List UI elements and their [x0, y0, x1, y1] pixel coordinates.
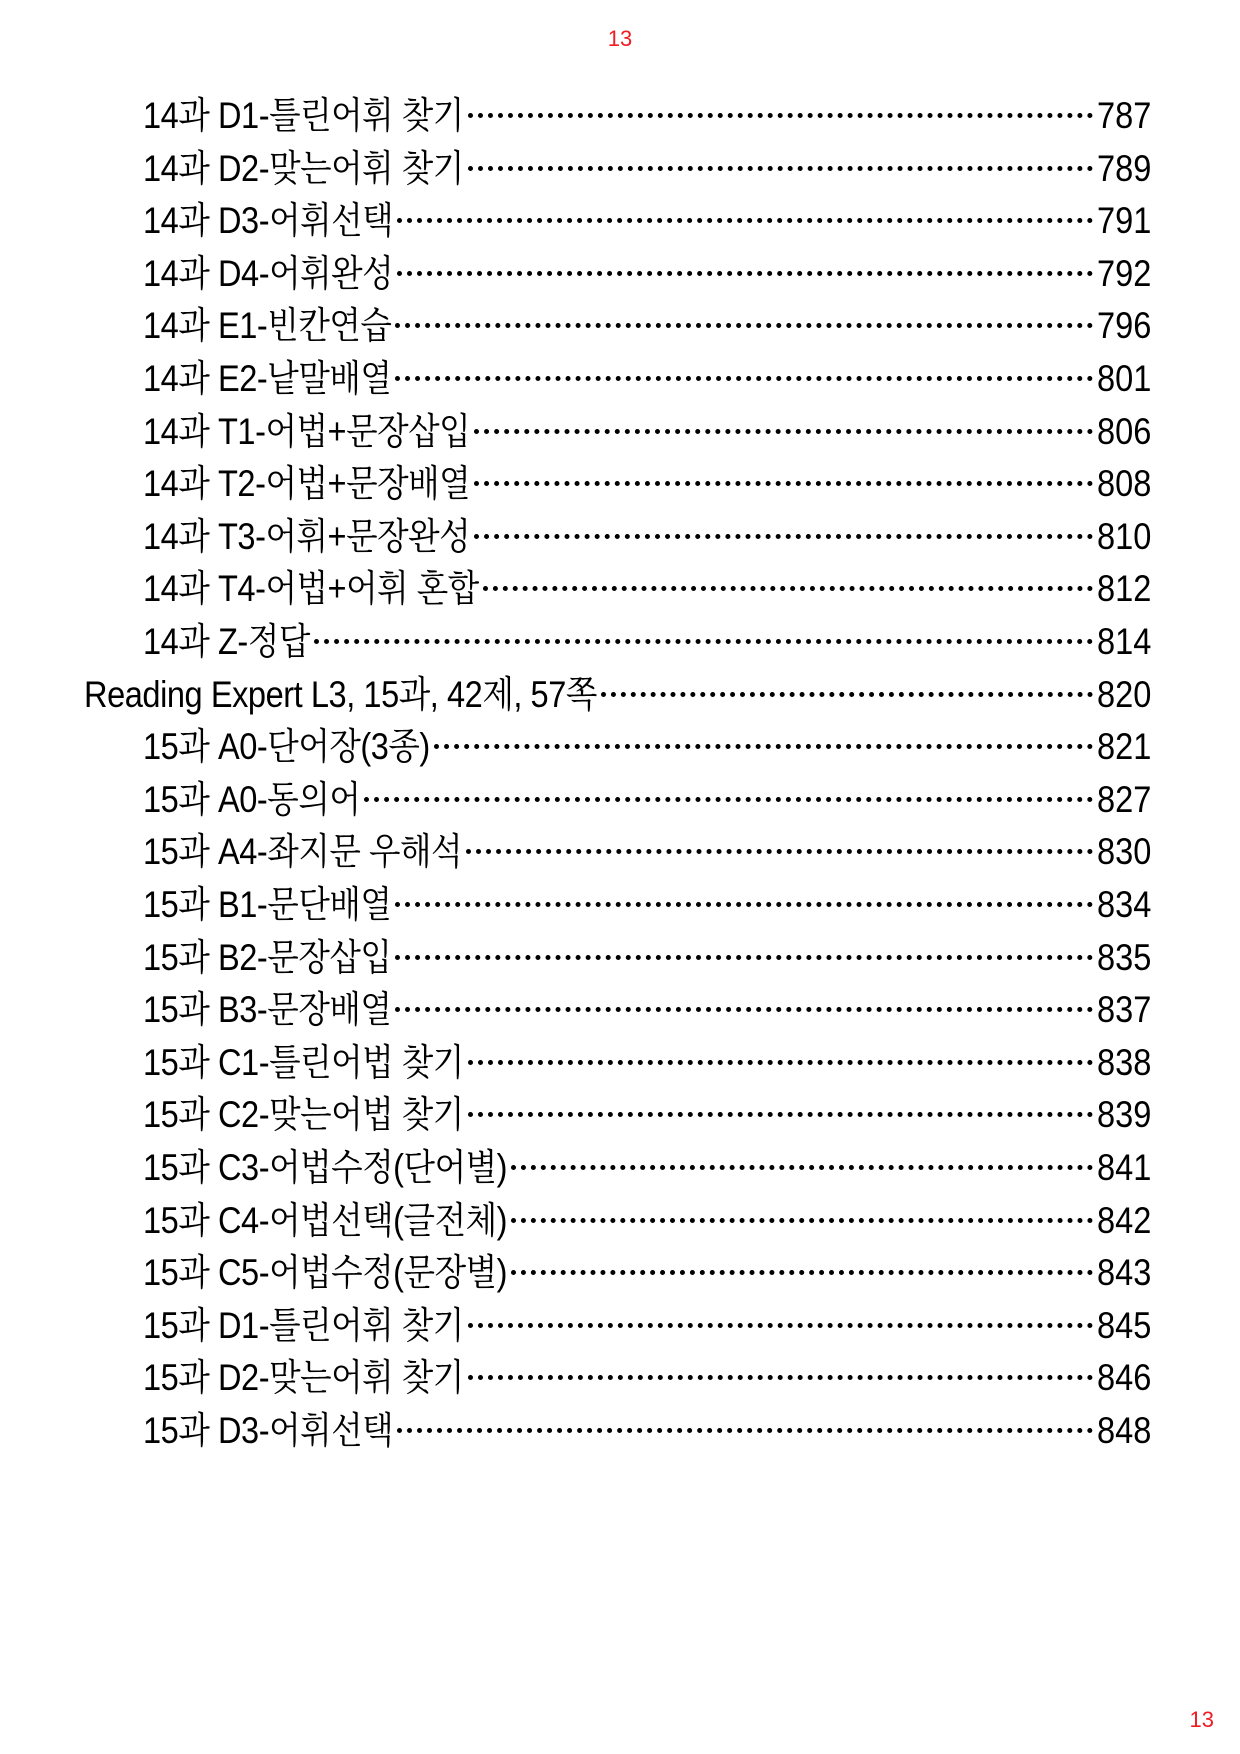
- toc-entry-title: 15과 B2-문장삽입: [143, 936, 392, 978]
- toc-entry-label-wrap: [143, 1297, 508, 1355]
- dot-leader: [364, 797, 1093, 802]
- toc-entry-page-number: 830: [1097, 831, 1152, 873]
- toc-entry-label-wrap: [143, 1349, 508, 1407]
- toc-entry-page-number: 838: [1097, 1041, 1152, 1083]
- dot-leader: [511, 1218, 1093, 1223]
- toc-entry-title: 14과 D4-어휘완성: [143, 252, 394, 294]
- toc-entry-page-number: 812: [1097, 568, 1152, 610]
- toc-entry-page-number: 837: [1097, 989, 1152, 1031]
- toc-entry-label-wrap: [143, 613, 333, 671]
- toc-entry-page-number: 843: [1097, 1252, 1152, 1294]
- dot-leader: [466, 849, 1093, 854]
- dot-leader: [434, 744, 1093, 749]
- toc-entry-page-number: 845: [1097, 1304, 1152, 1346]
- toc-entry-title: 15과 B1-문단배열: [143, 884, 392, 925]
- toc-entry-label-wrap: [143, 929, 425, 987]
- toc-entry[interactable]: [0, 508, 1240, 566]
- toc-entry-page-number: 834: [1097, 884, 1152, 925]
- toc-entry-page-number: 792: [1097, 252, 1152, 294]
- toc-entry-page-number: 806: [1097, 410, 1152, 452]
- toc-entry-page-number: 841: [1097, 1147, 1152, 1188]
- toc-entry[interactable]: [0, 1034, 1240, 1092]
- toc-entry-label-wrap: [143, 1139, 557, 1197]
- toc-entry-page-number: 789: [1097, 147, 1152, 189]
- dot-leader: [395, 323, 1093, 328]
- dot-leader: [468, 1112, 1093, 1117]
- toc-entry-page-number: 787: [1097, 95, 1152, 136]
- toc-entry-page-number: 820: [1097, 673, 1152, 715]
- toc-entry-label-wrap: [143, 1244, 557, 1302]
- toc-entry-title: 14과 Z-정답: [143, 621, 310, 662]
- toc-entry[interactable]: [0, 560, 1240, 618]
- toc-entry-label-wrap: [143, 245, 427, 303]
- toc-entry-label-wrap: [143, 508, 515, 566]
- dot-leader: [601, 692, 1093, 697]
- toc-entry-label-wrap: [143, 350, 425, 408]
- toc-entry-label-wrap: [143, 771, 390, 829]
- toc-entry-title: 15과 A4-좌지문 우해석: [143, 831, 462, 873]
- toc-entry[interactable]: [0, 350, 1240, 408]
- toc-entry-title: 14과 T3-어휘+문장완성: [143, 515, 471, 557]
- toc-entry[interactable]: [0, 140, 1240, 198]
- toc-entry[interactable]: [0, 981, 1240, 1039]
- toc-entry-title: 14과 E1-빈칸연습: [143, 305, 392, 347]
- footer-page-number: 13: [1189, 1707, 1214, 1732]
- toc-entry-label-wrap: [143, 560, 525, 618]
- toc-entry-page-number: 808: [1097, 463, 1152, 505]
- toc-entry-title: 15과 C1-틀린어법 찾기: [143, 1041, 464, 1083]
- toc-entry-label-wrap: [143, 297, 425, 355]
- toc-entry-label-wrap: [143, 823, 506, 881]
- toc-entry[interactable]: [0, 297, 1240, 355]
- toc-entry[interactable]: [0, 87, 1240, 145]
- toc-entry[interactable]: [0, 823, 1240, 881]
- dot-leader: [468, 1375, 1093, 1380]
- toc-entry-page-number: 842: [1097, 1199, 1152, 1241]
- dot-leader: [474, 481, 1093, 486]
- dot-leader: [395, 376, 1093, 381]
- dot-leader: [397, 1428, 1093, 1433]
- toc-entry-label-wrap: [143, 1192, 557, 1250]
- toc-entry-title: Reading Expert L3, 15과, 42제, 57쪽: [84, 673, 597, 715]
- toc-entry[interactable]: [0, 245, 1240, 303]
- toc-entry-title: 15과 B3-문장배열: [143, 989, 392, 1031]
- toc-entry-page-number: 810: [1097, 515, 1152, 557]
- toc-entry-title: 14과 T4-어법+어휘 혼합: [143, 568, 479, 610]
- dot-leader: [468, 166, 1093, 171]
- toc-entry-page-number: 827: [1097, 778, 1152, 820]
- toc-entry[interactable]: [0, 613, 1240, 671]
- toc-entry-title: 14과 E2-낱말배열: [143, 358, 392, 399]
- toc-entry[interactable]: [0, 1402, 1240, 1460]
- toc-entry[interactable]: [0, 1086, 1240, 1144]
- toc-entry-page-number: 796: [1097, 305, 1152, 347]
- toc-entry-label-wrap: [143, 981, 425, 1039]
- dot-leader: [468, 113, 1093, 118]
- toc-entry[interactable]: [0, 192, 1240, 250]
- toc-entry-label-wrap: [143, 140, 508, 198]
- toc-entry-page-number: 814: [1097, 621, 1152, 662]
- toc-entry[interactable]: [0, 929, 1240, 987]
- toc-entry-title: 14과 D2-맞는어휘 찾기: [143, 147, 464, 189]
- toc-entry-title: 14과 T2-어법+문장배열: [143, 463, 471, 505]
- toc-entry-label-wrap: [143, 1402, 427, 1460]
- toc-entry-title: 15과 A0-동의어: [143, 778, 361, 820]
- dot-leader: [395, 955, 1093, 960]
- toc-entry-page-number: 848: [1097, 1410, 1152, 1451]
- toc-entry-page-number: 835: [1097, 936, 1152, 978]
- toc-entry[interactable]: [0, 771, 1240, 829]
- toc-entry[interactable]: [0, 1139, 1240, 1197]
- dot-leader: [511, 1165, 1093, 1170]
- dot-leader: [397, 271, 1093, 276]
- toc-entry-title: 15과 C4-어법선택(글전체): [143, 1199, 508, 1241]
- toc-entry-page-number: 821: [1097, 726, 1152, 768]
- toc-entry-title: 15과 D1-틀린어휘 찾기: [143, 1304, 464, 1346]
- toc-entry[interactable]: [0, 1244, 1240, 1302]
- dot-leader: [468, 1323, 1093, 1328]
- dot-leader: [483, 586, 1093, 591]
- dot-leader: [395, 1007, 1093, 1012]
- toc-entry-title: 15과 C5-어법수정(문장별): [143, 1252, 508, 1294]
- toc-entry-label-wrap: [143, 876, 425, 934]
- header-page-number: 13: [607, 26, 633, 51]
- toc-entry-label-wrap: [143, 87, 508, 145]
- toc-entry-label-wrap: [143, 1034, 508, 1092]
- toc-entry-title: 15과 C3-어법수정(단어별): [143, 1147, 508, 1188]
- toc-entry[interactable]: [0, 1192, 1240, 1250]
- dot-leader: [511, 1270, 1093, 1275]
- toc-entry[interactable]: [0, 718, 1240, 776]
- toc-entry-label-wrap: [143, 1086, 508, 1144]
- toc-entry-label-wrap: [84, 666, 667, 724]
- toc-entry-page-number: 791: [1097, 200, 1152, 242]
- toc-section-heading[interactable]: [0, 666, 1240, 724]
- toc-entry-title: 15과 A0-단어장(3종): [143, 726, 430, 768]
- toc-entry-title: 14과 D1-틀린어휘 찾기: [143, 95, 464, 136]
- toc-entry-page-number: 801: [1097, 358, 1152, 399]
- dot-leader: [395, 902, 1093, 907]
- toc-entry[interactable]: [0, 455, 1240, 513]
- toc-entry-title: 15과 C2-맞는어법 찾기: [143, 1094, 464, 1136]
- dot-leader: [468, 1060, 1093, 1065]
- toc-entry[interactable]: [0, 1297, 1240, 1355]
- toc-entry-title: 14과 T1-어법+문장삽입: [143, 410, 471, 452]
- toc-entry-title: 15과 D2-맞는어휘 찾기: [143, 1357, 464, 1399]
- toc-entry[interactable]: [0, 403, 1240, 461]
- toc-entry-label-wrap: [143, 192, 427, 250]
- dot-leader: [314, 639, 1093, 644]
- toc-entry-label-wrap: [143, 455, 515, 513]
- toc-entry[interactable]: [0, 1349, 1240, 1407]
- toc-entry[interactable]: [0, 876, 1240, 934]
- toc-entry-title: 15과 D3-어휘선택: [143, 1410, 394, 1451]
- toc-entry-label-wrap: [143, 403, 515, 461]
- toc-entry-title: 14과 D3-어휘선택: [143, 200, 394, 242]
- dot-leader: [474, 429, 1093, 434]
- dot-leader: [397, 218, 1093, 223]
- toc-entry-page-number: 839: [1097, 1094, 1152, 1136]
- toc-entry-label-wrap: [143, 718, 469, 776]
- dot-leader: [474, 534, 1093, 539]
- toc-entry-page-number: 846: [1097, 1357, 1152, 1399]
